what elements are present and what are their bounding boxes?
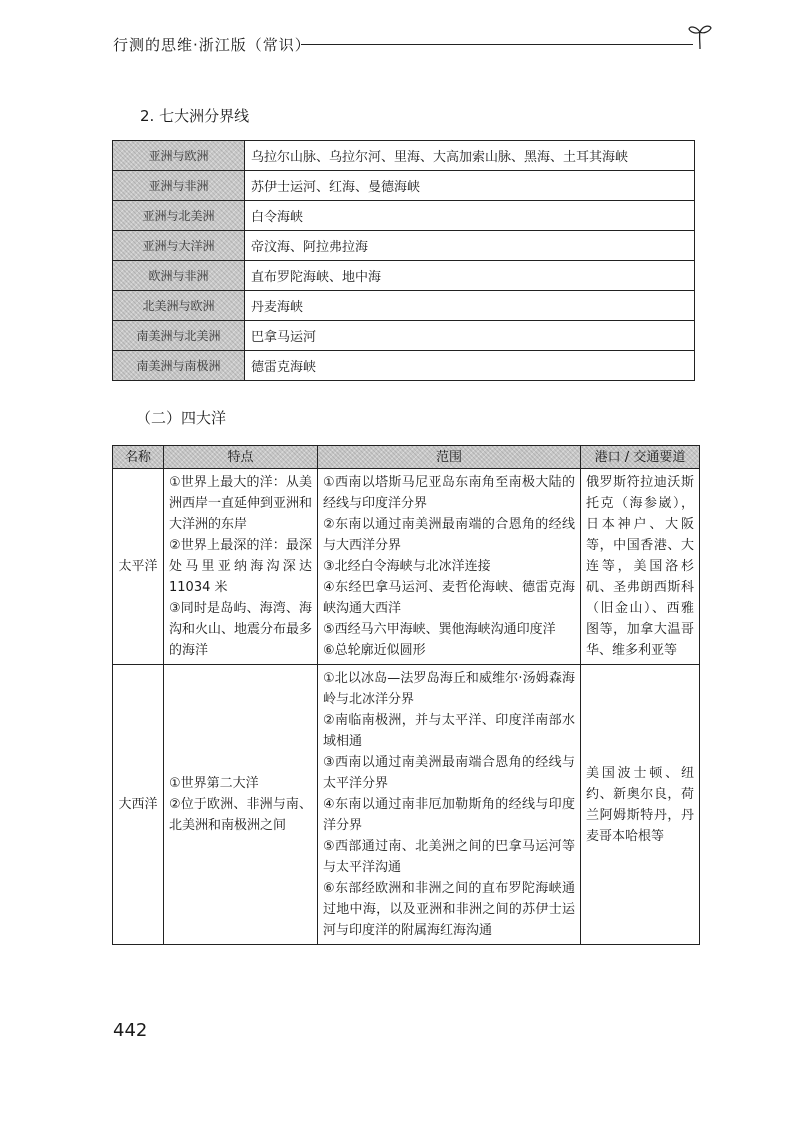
table-header-row <box>113 446 700 469</box>
boundary-cell: 白令海峡 <box>245 201 695 231</box>
header-title: 行测的思维·浙江版（常识） <box>113 36 311 54</box>
table-row <box>113 261 695 291</box>
feature-item: ①世界第二大洋 <box>169 776 259 791</box>
range-item: ⑥东部经欧洲和非洲之间的直布罗陀海峡通过地中海，以及亚洲和非洲之间的苏伊士运河与印度洋的附属海红海沟通 <box>323 881 575 938</box>
boundary-cell: 直布罗陀海峡、地中海 <box>245 261 695 291</box>
column-header-name: 名称 <box>113 446 164 469</box>
running-header <box>113 28 713 58</box>
table-row <box>113 665 700 945</box>
continent-pair-cell: 欧洲与非洲 <box>113 261 245 291</box>
feature-item: ②世界上最深的洋：最深处马里亚纳海沟深达 11034 米 <box>169 538 312 595</box>
continent-pair-cell: 南美洲与北美洲 <box>113 321 245 351</box>
feature-item: ②位于欧洲、非洲与南、北美洲和南极洲之间 <box>169 797 312 833</box>
table-row <box>113 231 695 261</box>
continent-pair-cell: 南美洲与南极洲 <box>113 351 245 381</box>
boundary-cell: 乌拉尔山脉、乌拉尔河、里海、大高加索山脉、黑海、土耳其海峡 <box>245 141 695 171</box>
range-item: ④东南以通过南非厄加勒斯角的经线与印度洋分界 <box>323 797 575 833</box>
range-item: ①西南以塔斯马尼亚岛东南角至南极大陆的经线与印度洋分界 <box>323 475 575 511</box>
page-number: 442 <box>113 1020 148 1041</box>
ocean-table <box>112 445 700 945</box>
table-row <box>113 201 695 231</box>
continent-pair-cell: 亚洲与非洲 <box>113 171 245 201</box>
ocean-range-cell <box>318 665 581 945</box>
boundary-cell: 德雷克海峡 <box>245 351 695 381</box>
range-item: ①北以冰岛—法罗岛海丘和威维尔·汤姆森海岭与北冰洋分界 <box>323 671 575 707</box>
feature-item: ①世界上最大的洋：从美洲西岸一直延伸到亚洲和大洋洲的东岸 <box>169 475 313 532</box>
boundary-cell: 苏伊士运河、红海、曼德海峡 <box>245 171 695 201</box>
range-item: ④东经巴拿马运河、麦哲伦海峡、德雷克海峡沟通大西洋 <box>323 580 575 616</box>
range-item: ⑥总轮廓近似圆形 <box>323 643 426 658</box>
section-heading-boundaries: 2. 七大洲分界线 <box>140 107 250 125</box>
feature-item: ③同时是岛屿、海湾、海沟和火山、地震分布最多的海洋 <box>169 601 313 658</box>
range-item: ②东南以通过南美洲最南端的合恩角的经线与大西洋分界 <box>323 517 575 553</box>
range-item: ②南临南极洲，并与太平洋、印度洋南部水域相通 <box>323 713 575 749</box>
range-item: ③北经白令海峡与北冰洋连接 <box>323 559 491 574</box>
table-row <box>113 469 700 665</box>
table-row <box>113 321 695 351</box>
boundary-cell: 巴拿马运河 <box>245 321 695 351</box>
table-row <box>113 171 695 201</box>
continent-pair-cell: 北美洲与欧洲 <box>113 291 245 321</box>
continent-pair-cell: 亚洲与欧洲 <box>113 141 245 171</box>
column-header-range: 范围 <box>318 446 581 469</box>
ocean-features-cell <box>164 665 318 945</box>
header-rule <box>301 44 693 45</box>
ocean-range-cell <box>318 469 581 665</box>
table-row <box>113 291 695 321</box>
boundary-cell: 丹麦海峡 <box>245 291 695 321</box>
range-item: ③西南以通过南美洲最南端合恩角的经线与太平洋分界 <box>323 755 575 791</box>
section-heading-oceans: （二）四大洋 <box>136 409 227 427</box>
continent-boundary-table <box>112 140 695 381</box>
column-header-features: 特点 <box>164 446 318 469</box>
ocean-name-cell: 大西洋 <box>113 665 164 945</box>
table-row <box>113 351 695 381</box>
ocean-ports-cell: 俄罗斯符拉迪沃斯托克（海参崴），日本神户、大阪等，中国香港、大连等，美国洛杉矶、圣弗朗西斯科（旧金山）、西雅图等，加拿大温哥华、维多利亚等 <box>581 469 700 665</box>
boundary-cell: 帝汶海、阿拉弗拉海 <box>245 231 695 261</box>
ocean-ports-cell: 美国波士顿、纽约、新奥尔良，荷兰阿姆斯特丹，丹麦哥本哈根等 <box>581 665 700 945</box>
continent-pair-cell: 亚洲与大洋洲 <box>113 231 245 261</box>
column-header-ports: 港口 / 交通要道 <box>581 446 700 469</box>
sprout-icon <box>687 22 713 50</box>
ocean-name-cell: 太平洋 <box>113 469 164 665</box>
table-row <box>113 141 695 171</box>
ocean-features-cell <box>164 469 318 665</box>
range-item: ⑤西经马六甲海峡、巽他海峡沟通印度洋 <box>323 622 556 637</box>
range-item: ⑤西部通过南、北美洲之间的巴拿马运河等与太平洋沟通 <box>323 839 575 875</box>
continent-pair-cell: 亚洲与北美洲 <box>113 201 245 231</box>
